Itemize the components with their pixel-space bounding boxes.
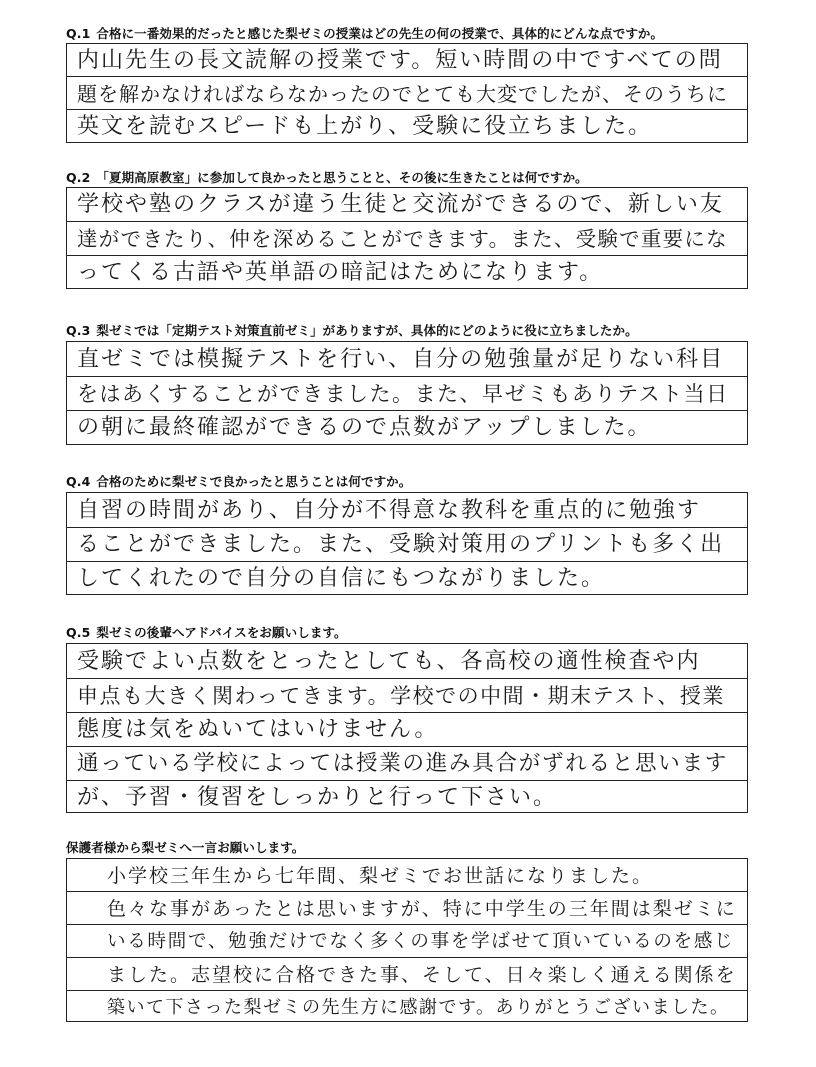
question-text: 梨ゼミの後輩へアドバイスをお願いします。 — [96, 625, 347, 640]
question-5-heading — [66, 623, 347, 641]
answer-line: 受験でよい点数をとったとしても、各高校の適性検査や内 — [77, 649, 701, 674]
ruled-line — [67, 255, 747, 256]
answer-line: ることができました。また、受験対策用のプリントも多く出 — [77, 532, 725, 557]
question-4-heading — [66, 472, 411, 490]
answer-line: 題を解かなければならなかったのでとても大変でしたが、そのうちに — [77, 82, 728, 106]
question-number: Q.2 — [66, 170, 91, 185]
ruled-line — [67, 924, 747, 925]
answer-line: いる時間で、勉強だけでなく多くの事を学ばせて頂いているのを感じ — [107, 931, 735, 952]
answer-box-4 — [66, 492, 748, 595]
answer-line: 態度は気をぬいてはいけません。 — [77, 717, 439, 742]
question-text: 「夏期高原教室」に参加して良かったと思うことと、その後に生きたことは何ですか。 — [96, 170, 588, 185]
question-number: Q.3 — [66, 323, 91, 338]
question-3-heading — [66, 321, 638, 339]
answer-line: 申点も大きく関わってきます。学校での中間・期末テスト、授業 — [77, 684, 725, 708]
ruled-line — [67, 746, 747, 747]
answer-line: ってくる古語や英単語の暗記はためになります。 — [77, 260, 604, 285]
ruled-line — [67, 891, 747, 892]
question-number: Q.5 — [66, 625, 91, 640]
ruled-line — [67, 527, 747, 528]
ruled-line — [67, 957, 747, 958]
question-text: 合格に一番効果的だったと感じた梨ゼミの授業はどの先生の何の授業で、具体的にどんな点ですか。 — [96, 26, 664, 41]
answer-line: が、予習・復習をしっかりと行って下さい。 — [77, 785, 558, 810]
answer-box-3 — [66, 341, 748, 445]
ruled-line — [67, 712, 747, 713]
answer-box-5 — [66, 643, 748, 813]
parent-answer-box — [66, 858, 748, 1022]
answer-line: 達ができたり、仲を深めることができます。また、受験で重要にな — [77, 227, 728, 251]
answer-line: をはあくすることができました。また、早ゼミもありテスト当日 — [77, 382, 729, 406]
question-text: 合格のために梨ゼミで良かったと思うことは何ですか。 — [96, 474, 412, 489]
ruled-line — [67, 410, 747, 411]
question-number: Q.4 — [66, 474, 91, 489]
ruled-line — [67, 990, 747, 991]
answer-line: 築いて下さった梨ゼミの先生方に感謝です。ありがとうございました。 — [107, 997, 730, 1018]
ruled-line — [67, 780, 747, 781]
answer-line: 直ゼミでは模擬テストを行い、自分の勉強量が足りない科目 — [77, 347, 725, 372]
question-number: Q.1 — [66, 26, 91, 41]
answer-line: ました。志望校に合格できた事、そして、日々楽しく通える関係を — [107, 964, 737, 986]
answer-line: 色々な事があったとは思いますが、特に中学生の三年間は梨ゼミに — [107, 898, 737, 920]
ruled-line — [67, 678, 747, 679]
answer-line: 自習の時間があり、自分が不得意な教科を重点的に勉強す — [77, 498, 702, 523]
question-2-heading — [66, 168, 588, 186]
ruled-line — [67, 376, 747, 377]
answer-box-1 — [66, 43, 748, 143]
answer-line: 小学校三年生から七年間、梨ゼミでお世話になりました。 — [107, 865, 654, 887]
ruled-line — [67, 76, 747, 77]
answer-line: してくれたので自分の自信にもつながりました。 — [77, 566, 606, 591]
answer-line: 英文を読むスピードも上がり、受験に役立ちました。 — [77, 114, 653, 139]
answer-line: 内山先生の長文読解の授業です。短い時間の中ですべての問 — [77, 48, 723, 73]
question-1-heading — [66, 24, 663, 42]
answer-line: 学校や塾のクラスが違う生徒と交流ができるので、新しい友 — [77, 192, 724, 217]
answer-line: の朝に最終確認ができるので点数がアップしました。 — [77, 415, 652, 440]
answer-box-2 — [66, 187, 748, 289]
ruled-line — [67, 109, 747, 110]
question-text: 梨ゼミでは「定期テスト対策直前ゼミ」がありますが、具体的にどのように役に立ちましたか。 — [96, 323, 638, 338]
ruled-line — [67, 561, 747, 562]
parent-message-heading: 保護者様から梨ゼミへ一言お願いします。 — [66, 840, 305, 855]
ruled-line — [67, 221, 747, 222]
answer-line: 通っている学校によっては授業の進み具合がずれると思います — [77, 751, 729, 776]
